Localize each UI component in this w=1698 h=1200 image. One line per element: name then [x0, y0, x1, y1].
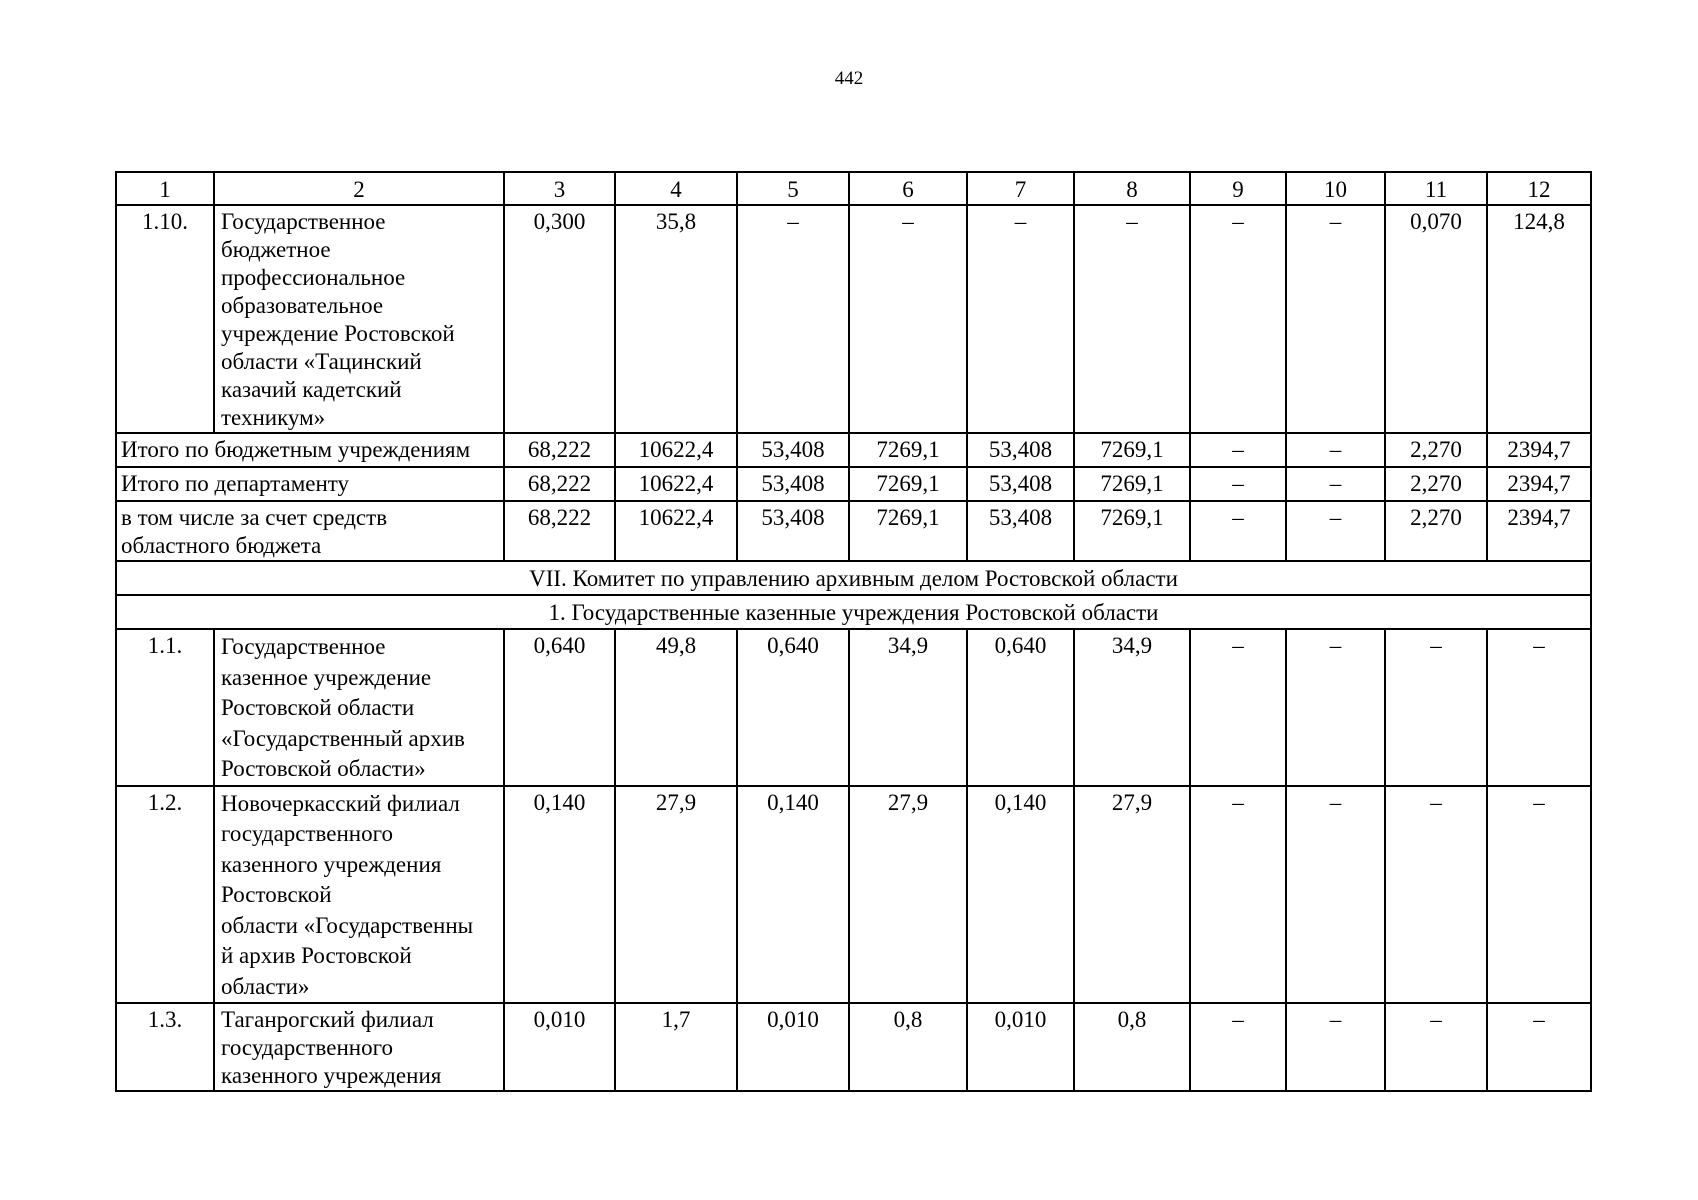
value-cell: 2,270 [1385, 467, 1487, 501]
section-row [116, 561, 1591, 595]
value-cell: 0,070 [1385, 205, 1487, 433]
value-cell: – [849, 205, 967, 433]
column-number: 2 [214, 172, 504, 205]
value-cell: 10622,4 [615, 501, 737, 561]
name-line: й архив Ростовской [221, 943, 412, 968]
value-cell: 0,140 [967, 786, 1074, 1004]
value-cell: – [1286, 501, 1385, 561]
value-cell: – [1190, 786, 1286, 1004]
value-cell: 2394,7 [1487, 467, 1591, 501]
column-number: 11 [1385, 172, 1487, 205]
institution-name [214, 205, 504, 433]
value-cell: – [1286, 467, 1385, 501]
value-cell: 27,9 [849, 786, 967, 1004]
value-cell: 2394,7 [1487, 433, 1591, 467]
total-row-department [116, 467, 1591, 501]
value-cell: – [1487, 629, 1591, 786]
value-cell: – [1487, 786, 1591, 1004]
column-number: 9 [1190, 172, 1286, 205]
institution-name [214, 1003, 504, 1091]
value-cell: – [1286, 629, 1385, 786]
subsection-row [116, 595, 1591, 629]
name-line: Таганрогский филиал [221, 1007, 434, 1032]
name-line: «Государственный архив [221, 725, 465, 751]
row-number: 1.10. [116, 205, 214, 433]
name-line: техникум» [221, 405, 326, 430]
value-cell: 124,8 [1487, 205, 1591, 433]
name-line: Государственное [221, 634, 386, 659]
name-line: государственного [221, 1035, 393, 1060]
value-cell: 7269,1 [1074, 501, 1190, 561]
name-line: учреждение Ростовской [221, 321, 455, 346]
total-label-line: областного бюджета [121, 533, 322, 558]
value-cell: – [1190, 433, 1286, 467]
value-cell: – [1190, 467, 1286, 501]
value-cell: 49,8 [615, 629, 737, 786]
value-cell: 2,270 [1385, 433, 1487, 467]
row-number: 1.3. [116, 1003, 214, 1091]
name-line: бюджетное [221, 237, 331, 262]
column-number: 8 [1074, 172, 1190, 205]
row-number: 1.1. [116, 629, 214, 786]
value-cell: 0,8 [1074, 1003, 1190, 1091]
name-line: казенное учреждение [221, 664, 432, 690]
name-line: области «Тацинский [221, 349, 422, 374]
value-cell: 53,408 [737, 433, 849, 467]
column-number: 6 [849, 172, 967, 205]
value-cell: – [1385, 786, 1487, 1004]
value-cell: – [1190, 501, 1286, 561]
value-cell: 27,9 [1074, 786, 1190, 1004]
name-line: Новочеркасский филиал [221, 790, 460, 816]
value-cell: 0,010 [967, 1003, 1074, 1091]
value-cell: – [1286, 1003, 1385, 1091]
value-cell: 10622,4 [615, 467, 737, 501]
name-line: образовательное [221, 293, 384, 318]
value-cell: 0,010 [737, 1003, 849, 1091]
value-cell: 7269,1 [1074, 467, 1190, 501]
value-cell: – [1385, 629, 1487, 786]
value-cell: – [967, 205, 1074, 433]
name-line: государственного [221, 821, 393, 846]
name-line: Ростовской области [221, 695, 415, 720]
value-cell: 7269,1 [849, 433, 967, 467]
table-row [116, 629, 1591, 786]
name-line: казачий кадетский [221, 377, 402, 402]
column-number: 4 [615, 172, 737, 205]
name-line: Государственное [221, 209, 386, 234]
value-cell: 0,8 [849, 1003, 967, 1091]
total-row-regional [116, 501, 1591, 561]
value-cell: 0,140 [504, 786, 615, 1004]
value-cell: 7269,1 [849, 467, 967, 501]
value-cell: 1,7 [615, 1003, 737, 1091]
page-number: 442 [834, 68, 864, 89]
value-cell: 0,640 [504, 629, 615, 786]
name-line: Ростовской [221, 882, 332, 907]
value-cell: 53,408 [737, 501, 849, 561]
value-cell: – [1074, 205, 1190, 433]
name-line: Ростовской области» [221, 756, 426, 781]
value-cell: 34,9 [1074, 629, 1190, 786]
value-cell: – [1190, 1003, 1286, 1091]
value-cell: 53,408 [967, 467, 1074, 501]
name-line: области» [221, 973, 310, 999]
column-number: 3 [504, 172, 615, 205]
value-cell: 2,270 [1385, 501, 1487, 561]
name-line: области «Государственны [221, 912, 474, 938]
value-cell: 2394,7 [1487, 501, 1591, 561]
total-label-line: в том числе за счет средств [121, 505, 388, 530]
budget-table [115, 171, 1592, 1092]
value-cell: 10622,4 [615, 433, 737, 467]
value-cell: 53,408 [737, 467, 849, 501]
total-label: Итого по департаменту [116, 467, 504, 501]
column-number: 10 [1286, 172, 1385, 205]
table-row [116, 786, 1591, 1004]
value-cell: – [1286, 786, 1385, 1004]
column-number: 12 [1487, 172, 1591, 205]
name-line: профессиональное [221, 265, 406, 290]
column-number: 1 [116, 172, 214, 205]
value-cell: 7269,1 [1074, 433, 1190, 467]
value-cell: 68,222 [504, 501, 615, 561]
column-number: 5 [737, 172, 849, 205]
subsection-title: 1. Государственные казенные учреждения Ростовской области [116, 595, 1591, 629]
column-numbers-row [116, 172, 1591, 205]
table-row [116, 1003, 1591, 1091]
value-cell: 0,640 [737, 629, 849, 786]
value-cell: 68,222 [504, 467, 615, 501]
value-cell: 53,408 [967, 433, 1074, 467]
value-cell: 0,140 [737, 786, 849, 1004]
value-cell: 0,640 [967, 629, 1074, 786]
value-cell: – [1385, 1003, 1487, 1091]
column-number: 7 [967, 172, 1074, 205]
value-cell: 35,8 [615, 205, 737, 433]
value-cell: 7269,1 [849, 501, 967, 561]
institution-name [214, 786, 504, 1004]
total-row-budget [116, 433, 1591, 467]
value-cell: – [737, 205, 849, 433]
total-label: Итого по бюджетным учреждениям [116, 433, 504, 467]
value-cell: 0,010 [504, 1003, 615, 1091]
value-cell: – [1190, 205, 1286, 433]
total-label [116, 501, 504, 561]
value-cell: 0,300 [504, 205, 615, 433]
value-cell: – [1286, 433, 1385, 467]
name-line: казенного учреждения [221, 851, 442, 877]
value-cell: – [1487, 1003, 1591, 1091]
institution-name [214, 629, 504, 786]
value-cell: 68,222 [504, 433, 615, 467]
value-cell: – [1286, 205, 1385, 433]
row-number: 1.2. [116, 786, 214, 1004]
value-cell: – [1190, 629, 1286, 786]
value-cell: 27,9 [615, 786, 737, 1004]
name-line: казенного учреждения [221, 1063, 442, 1088]
value-cell: 53,408 [967, 501, 1074, 561]
value-cell: 34,9 [849, 629, 967, 786]
section-title: VII. Комитет по управлению архивным делом Ростовской области [116, 561, 1591, 595]
table-row [116, 205, 1591, 433]
